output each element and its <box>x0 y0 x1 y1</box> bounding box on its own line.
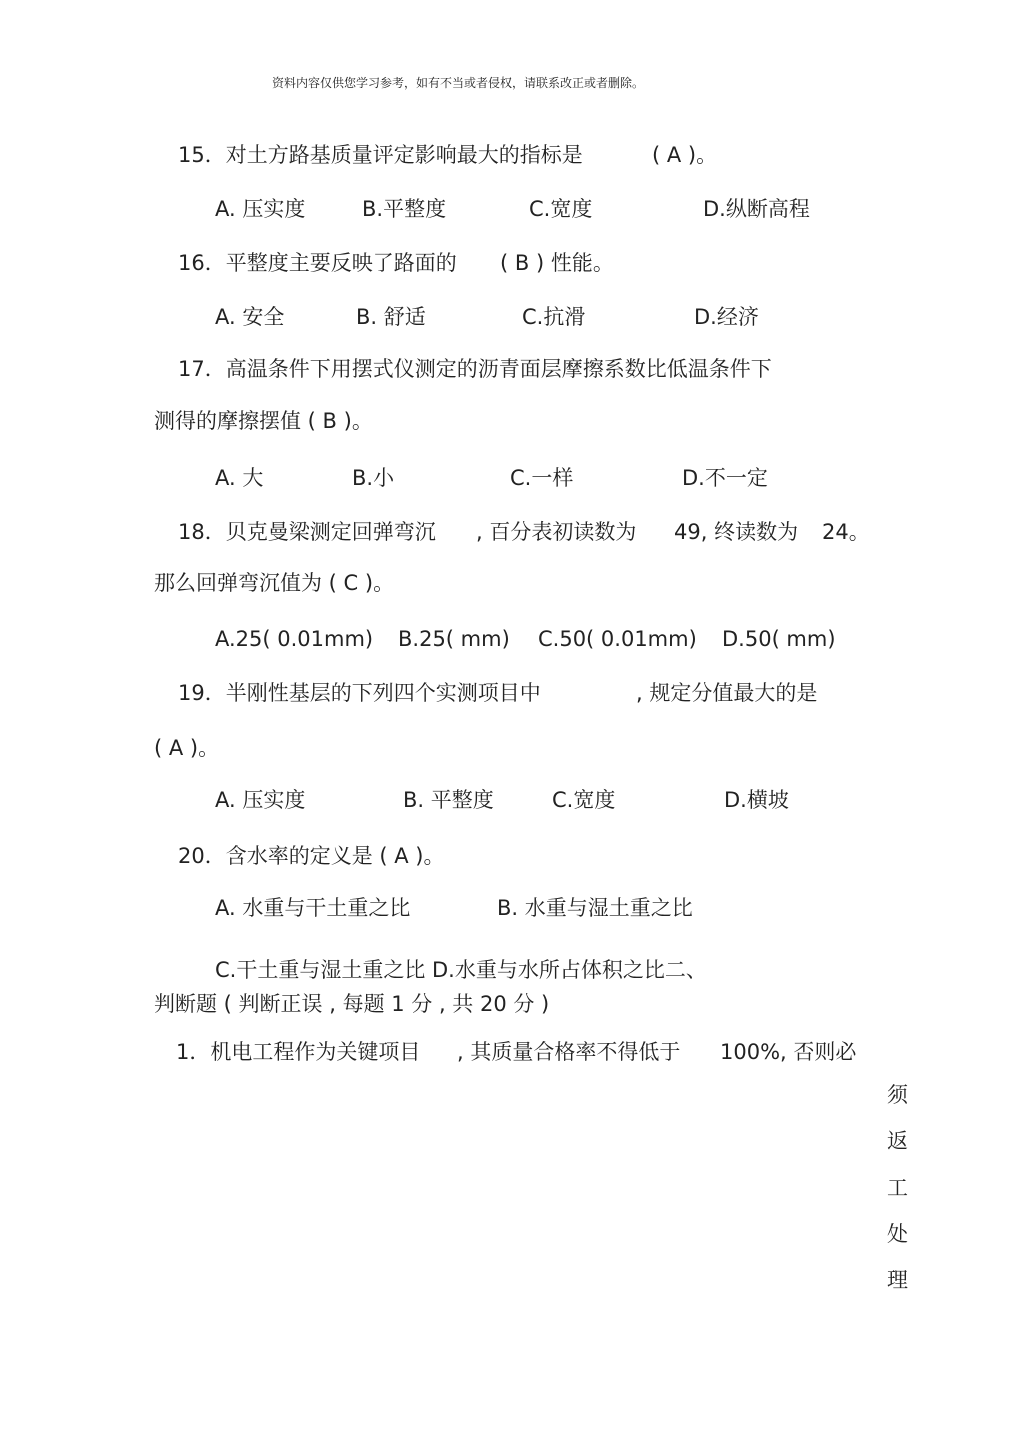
q15-option-c: C.宽度 <box>529 197 593 221</box>
q18-stem-line2: 那么回弹弯沉值为 ( C )。 <box>154 571 395 595</box>
q19-option-b: B. 平整度 <box>403 788 494 812</box>
judgement-1-a: 1．机电工程作为关键项目 <box>176 1040 421 1064</box>
judgement-1-c: 100%, 否则必 <box>720 1040 857 1064</box>
q20-options-line2: C.干土重与湿土重之比 D.水重与水所占体积之比二、 <box>215 958 707 982</box>
q17-option-b: B.小 <box>352 466 395 490</box>
q18-stem-d: 24。 <box>822 520 870 544</box>
q20-option-a: A. 水重与干土重之比 <box>215 896 411 920</box>
q17-option-c: C.一样 <box>510 466 574 490</box>
section-title: 判断题 ( 判断正误 , 每题 1 分 , 共 20 分 ) <box>154 992 550 1016</box>
q15-stem: 15．对土方路基质量评定影响最大的指标是 <box>178 143 583 167</box>
q17-stem-line2: 测得的摩擦摆值 ( B )。 <box>154 409 373 433</box>
vertical-char: 须 <box>887 1083 908 1107</box>
q19-option-a: A. 压实度 <box>215 788 306 812</box>
q16-answer: ( B ) 性能。 <box>500 251 614 275</box>
q17-option-a: A. 大 <box>215 466 264 490</box>
q16-option-b: B. 舒适 <box>356 305 426 329</box>
q19-stem: 19．半刚性基层的下列四个实测项目中 <box>178 681 541 705</box>
q17-option-d: D.不一定 <box>682 466 768 490</box>
q17-stem: 17．高温条件下用摆式仪测定的沥青面层摩擦系数比低温条件下 <box>178 357 772 381</box>
q16-stem: 16．平整度主要反映了路面的 <box>178 251 457 275</box>
q19-option-c: C.宽度 <box>552 788 616 812</box>
vertical-char: 工 <box>887 1176 908 1200</box>
header-notice: 资料内容仅供您学习参考，如有不当或者侵权，请联系改正或者删除。 <box>272 76 645 90</box>
q20-stem: 20．含水率的定义是 ( A )。 <box>178 844 445 868</box>
q15-option-b: B.平整度 <box>362 197 447 221</box>
q15-option-a: A. 压实度 <box>215 197 306 221</box>
q18-option-c: C.50( 0.01mm) <box>538 627 697 651</box>
q20-option-b: B. 水重与湿土重之比 <box>497 896 693 920</box>
q18-stem-c: 49, 终读数为 <box>674 520 799 544</box>
vertical-char: 理 <box>887 1268 908 1292</box>
q19-stem-line2: ( A )。 <box>154 736 220 760</box>
q18-option-b: B.25( mm) <box>398 627 510 651</box>
q16-option-a: A. 安全 <box>215 305 285 329</box>
q18-stem-b: , 百分表初读数为 <box>476 520 637 544</box>
q16-option-c: C.抗滑 <box>522 305 586 329</box>
q18-option-d: D.50( mm) <box>722 627 836 651</box>
vertical-char: 处 <box>887 1222 908 1246</box>
judgement-1-b: , 其质量合格率不得低于 <box>457 1040 681 1064</box>
q18-option-a: A.25( 0.01mm) <box>215 627 374 651</box>
q18-stem: 18．贝克曼梁测定回弹弯沉 <box>178 520 436 544</box>
q19-option-d: D.横坡 <box>724 788 789 812</box>
vertical-char: 返 <box>887 1129 908 1153</box>
q15-answer: ( A )。 <box>652 143 718 167</box>
q15-option-d: D.纵断高程 <box>703 197 810 221</box>
q16-option-d: D.经济 <box>694 305 759 329</box>
q19-stem-b: , 规定分值最大的是 <box>636 681 818 705</box>
